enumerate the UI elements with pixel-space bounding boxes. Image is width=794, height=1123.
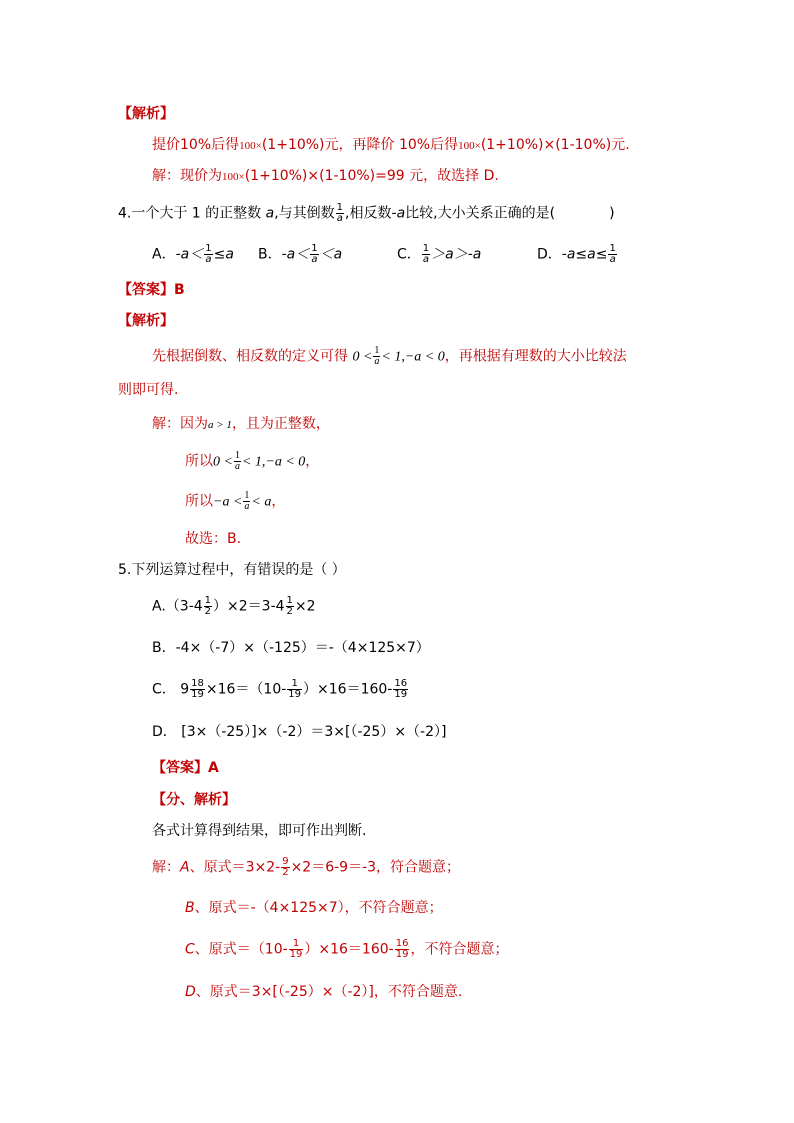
q5-solution-a: 解：A、原式＝3×2- $\frac{9}{2}$ ×2＝6-9＝-3，符合题意； — [152, 856, 461, 878]
text: (1+10%)×(1-10%)元. — [480, 137, 630, 153]
q3-analysis-heading: 【解析】 — [118, 106, 174, 122]
math: 100× — [458, 140, 481, 152]
q3-analysis-line-2 — [152, 166, 499, 187]
q5-solution-b: B、原式＝-（4×125×7），不符合题意； — [185, 900, 443, 916]
q3-analysis-line-1 — [152, 135, 630, 156]
q4-analysis-heading: 【解析】 — [118, 313, 174, 329]
q5-analysis-text: 各式计算得到结果，即可作出判断. — [152, 823, 367, 839]
q5-option-d: D． [3×（-25）]×（-2）＝3×[（-25）×（-2）] — [152, 724, 447, 740]
q5-solution-c: C、原式＝（10- $\frac{1}{19}$ ）×16＝160- $\frac{16}{19}$ ，不符合题意； — [185, 938, 509, 960]
q4-analysis-line-2: 则即可得. — [118, 382, 179, 398]
q5-solution-d: D、原式＝3×[（-25）×（-2）]，不符合题意. — [185, 984, 463, 1000]
q5-option-a: A.（3-4 $\frac{1}{2}$ ）×2＝3-4 $\frac{1}{2}$ ×2 — [152, 595, 316, 617]
text: (1+10%)×(1-10%)=99 元，故选择 D. — [244, 168, 499, 184]
q4-solution-line-1: 解：因为a > 1，且为正整数， — [152, 416, 330, 432]
text: ) — [609, 205, 615, 222]
q4-solution-line-2: 所以0 < $\frac{1}{a}$ < 1,−a < 0， — [185, 450, 320, 472]
text: ,相反数- — [345, 205, 397, 222]
q4-option-c: C． $\frac{1}{a}$ ＞a＞-a — [397, 243, 482, 265]
q5-stem: 5.下列运算过程中，有错误的是（ ） — [118, 562, 346, 578]
fraction: $\frac{1}{a}$ — [336, 202, 344, 224]
text: (1+10%)元，再降价 10%后得 — [261, 137, 459, 153]
q4-solution-line-3: 所以−a < $\frac{1}{a}$ < a， — [185, 490, 286, 512]
math: 100× — [239, 140, 262, 152]
text: ,与其倒数 — [274, 205, 335, 222]
q4-solution-line-4: 故选：B. — [185, 531, 242, 547]
q4-answer: 【答案】B — [118, 282, 185, 298]
q5-analysis-heading: 【分、解析】 — [152, 792, 236, 808]
text: 比较,大小关系正确的是( — [405, 205, 556, 222]
q4-analysis-line-1: 先根据倒数、相反数的定义可得 0 < $\frac{1}{a}$ < 1,−a < 0，再根据有理数的大小比较法 — [152, 345, 627, 367]
math: 100× — [222, 171, 245, 183]
q4-option-a: A．-a＜ $\frac{1}{a}$ ≤a — [152, 243, 234, 265]
q5-answer: 【答案】A — [152, 760, 219, 776]
text: 提价10%后得 — [152, 137, 240, 153]
var: a — [396, 205, 406, 222]
var: a — [265, 205, 275, 222]
text: 4.一个大于 1 的正整数 — [118, 205, 266, 222]
q4-stem — [118, 203, 615, 224]
text: 解：现价为 — [152, 168, 222, 184]
q4-option-b: B．-a＜ $\frac{1}{a}$ ＜a — [258, 243, 343, 265]
q5-option-b: B．-4×（-7）×（-125）＝-（4×125×7） — [152, 640, 430, 656]
q4-option-d: D．-a≤a≤ $\frac{1}{a}$ — [537, 243, 616, 265]
q5-option-c: C． 9 $\frac{18}{19}$ ×16＝（10- $\frac{1}{19}$ ）×16＝160- $\frac{16}{19}$ — [152, 678, 408, 700]
